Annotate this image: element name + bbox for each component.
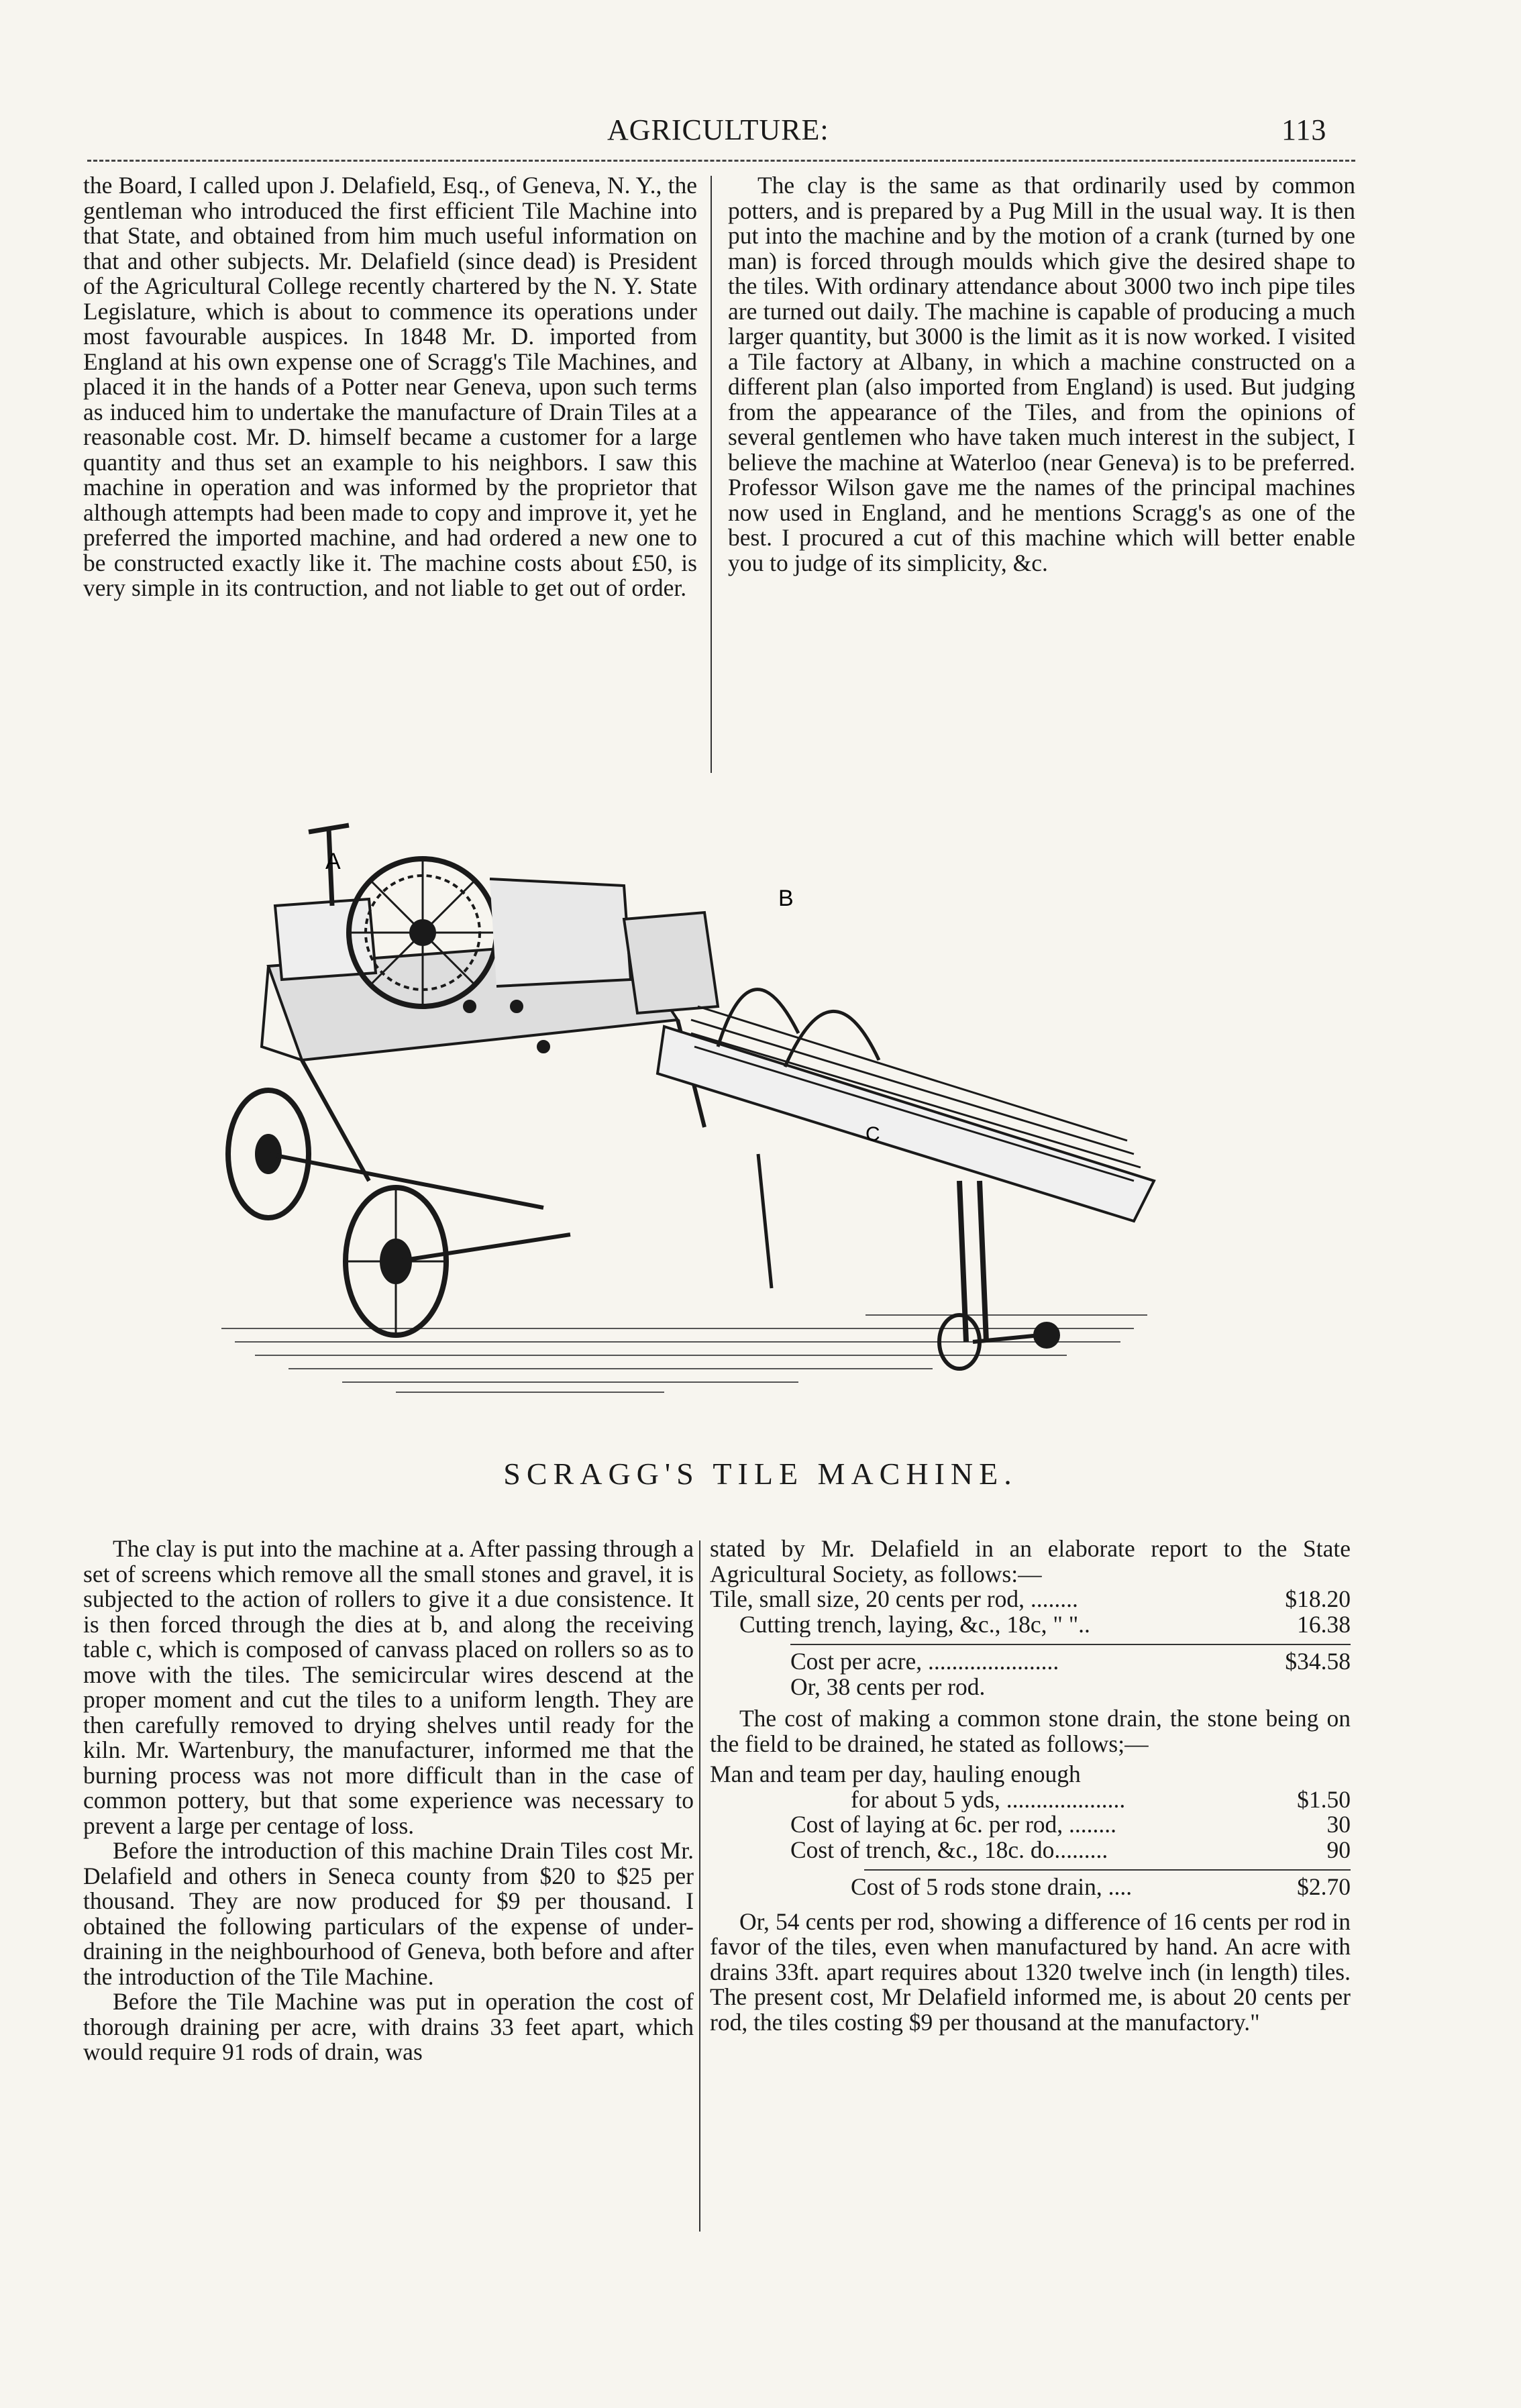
table-leg: [959, 1181, 986, 1342]
paragraph: The cost of making a common stone drain, the stone being on the field to be drained, he stated as follows;—: [710, 1705, 1351, 1757]
paragraph: Or, 54 cents per rod, showing a difference of 16 cents per rod in favor of the tiles, even when manufactured by hand. An acre with drains 33ft. apart requires about 1320 twelve inch (in length) tiles. The present cost, Mr Delafield informed me, is about 20 cents per rod, the tiles costing $9 per thousand at the manufactory.": [710, 1907, 1351, 2036]
row-label: Cost of trench, &c., 18c. do.........: [790, 1837, 1108, 1863]
figure-label-b: B: [778, 886, 794, 911]
cost-row: [710, 1587, 1351, 1612]
top-right-column: [728, 173, 1355, 576]
total-rule: [790, 1644, 1351, 1645]
paragraph: The clay is the same as that ordinarily used by common potters, and is prepared by a Pug Mill in the usual way. It is then put into the machine and by the motion of a crank (turned by one man) is forced through moulds which give the desired shape to the tiles. With ordinary attendance about 3000 two inch pipe tiles are turned out daily. The machine is capable of producing a much larger quantity, but 3000 is the limit as it is now worked. I visited a Tile factory at Albany, in which a machine constructed on a different plan (also imported from England) is used. But judging from the appearance of the Tiles, and from the opinions of several gentlemen who have taken much interest in the subject, I believe the machine at Waterloo (near Geneva) is to be preferred. Professor Wilson gave me the names of the principal machines now used in England, and he mentions Scragg's as one of the best. I procured a cut of this machine which will better enable you to judge of its simplicity, &c.: [728, 172, 1355, 576]
header-rule: [87, 160, 1355, 162]
tile-machine-engraving: [195, 805, 1268, 1476]
paragraph: Man and team per day, hauling enough: [710, 1761, 1081, 1787]
row-label: Cost of laying at 6c. per rod, ........: [790, 1812, 1117, 1838]
row-value: 16.38: [1297, 1610, 1351, 1638]
figure-label-c: C: [866, 1123, 880, 1145]
row-label: for about 5 yds, ....................: [851, 1787, 1126, 1812]
column-divider-top: [711, 176, 712, 773]
row-value: $1.50: [1297, 1785, 1351, 1813]
row-label: Cutting trench, laying, &c., 18c, " "..: [739, 1612, 1090, 1637]
row-value: $2.70: [1297, 1873, 1351, 1900]
bottom-right-column: [710, 1536, 1351, 2035]
figure-caption: SCRAGG'S TILE MACHINE.: [503, 1457, 1018, 1491]
row-value: 90: [1326, 1836, 1351, 1863]
row-label: Cost of 5 rods stone drain, ....: [851, 1875, 1133, 1900]
figure-label-a: A: [325, 849, 341, 874]
tile-machine-illustration: [195, 805, 1268, 1476]
paragraph: the Board, I called upon J. Delafield, Esq., of Geneva, N. Y., the gentleman who introduced the first efficient Tile Machine into that State, and obtained from him much useful information on that and other subjects. Mr. Delafield (since dead) is President of the Agricultural College recently chartered by the N. Y. State Legislature, which is about to commence its operations under most favourable auspices. In 1848 Mr. D. imported from England at his own expense one of Scragg's Tile Machines, and placed it in the hands of a Potter near Geneva, upon such terms as induced him to undertake the manufacture of Drain Tiles at a reasonable cost. Mr. D. himself became a customer for a large quantity and thus set an example to his neighbors. I saw this machine in operation and was informed by the proprietor that although attempts had been made to copy and improve it, yet he preferred the imported machine, and had ordered a new one to be constructed exactly like it. The machine costs about £50, is very simple in its contruction, and not liable to get out of order.: [83, 172, 697, 601]
cutting-wire: [718, 990, 798, 1047]
column-divider-bottom: [699, 1540, 700, 2232]
cost-row: [710, 1838, 1351, 1863]
bottom-left-column: [83, 1536, 694, 2065]
paragraph: Before the introduction of this machine Drain Tiles cost Mr. Delafield and others in Seneca county from $20 to $25 per thousand. They are now produced for $9 per thousand. I obtained the following particulars of the expense of under-draining in the neighbourhood of Geneva, both before and after the introduction of the Tile Machine.: [83, 1837, 694, 1990]
cost-row: [710, 1649, 1351, 1675]
ground-hatching: [221, 1315, 1147, 1392]
row-label: Tile, small size, 20 cents per rod, ........: [710, 1587, 1078, 1612]
row-value: 30: [1326, 1811, 1351, 1838]
die-b: [624, 912, 718, 1013]
running-head: [0, 113, 1521, 160]
receiving-table-c: [658, 1027, 1154, 1221]
paragraph: stated by Mr. Delafield in an elaborate report to the State Agricultural Society, as follows:—: [710, 1535, 1351, 1587]
row-value: $34.58: [1285, 1648, 1351, 1675]
top-left-column: [83, 173, 697, 601]
page-number: 113: [1281, 113, 1327, 146]
paragraph: Before the Tile Machine was put in operation the cost of thorough draining per acre, with drains 33 feet apart, which would require 91 rods of drain, was: [83, 1988, 694, 2065]
running-title: AGRICULTURE:: [607, 113, 829, 146]
cost-row: [710, 1612, 1351, 1638]
row-value: $18.20: [1285, 1585, 1351, 1612]
total-rule: [864, 1869, 1351, 1871]
row-label: Cost per acre, ......................: [790, 1649, 1059, 1675]
cost-row: [710, 1812, 1351, 1838]
paragraph: Or, 38 cents per rod.: [790, 1673, 986, 1700]
cost-row: [710, 1875, 1351, 1900]
cost-row: [710, 1787, 1351, 1813]
paragraph: The clay is put into the machine at a. After passing through a set of screens which remove all the small stones and gravel, it is subjected to the action of rollers to give it a due consistence. It is then forced through the dies at b, and along the receiving table c, which is composed of canvass placed on rollers so as to move with the tiles. The semicircular wires descend at the proper moment and cut the tiles to a uniform length. They are then carefully removed to drying shelves until ready for the kiln. Mr. Wartenbury, the manufacturer, informed me that the burning process was not more difficult than in the case of common pottery, but that some experience was necessary to prevent a large per centage of loss.: [83, 1535, 694, 1839]
